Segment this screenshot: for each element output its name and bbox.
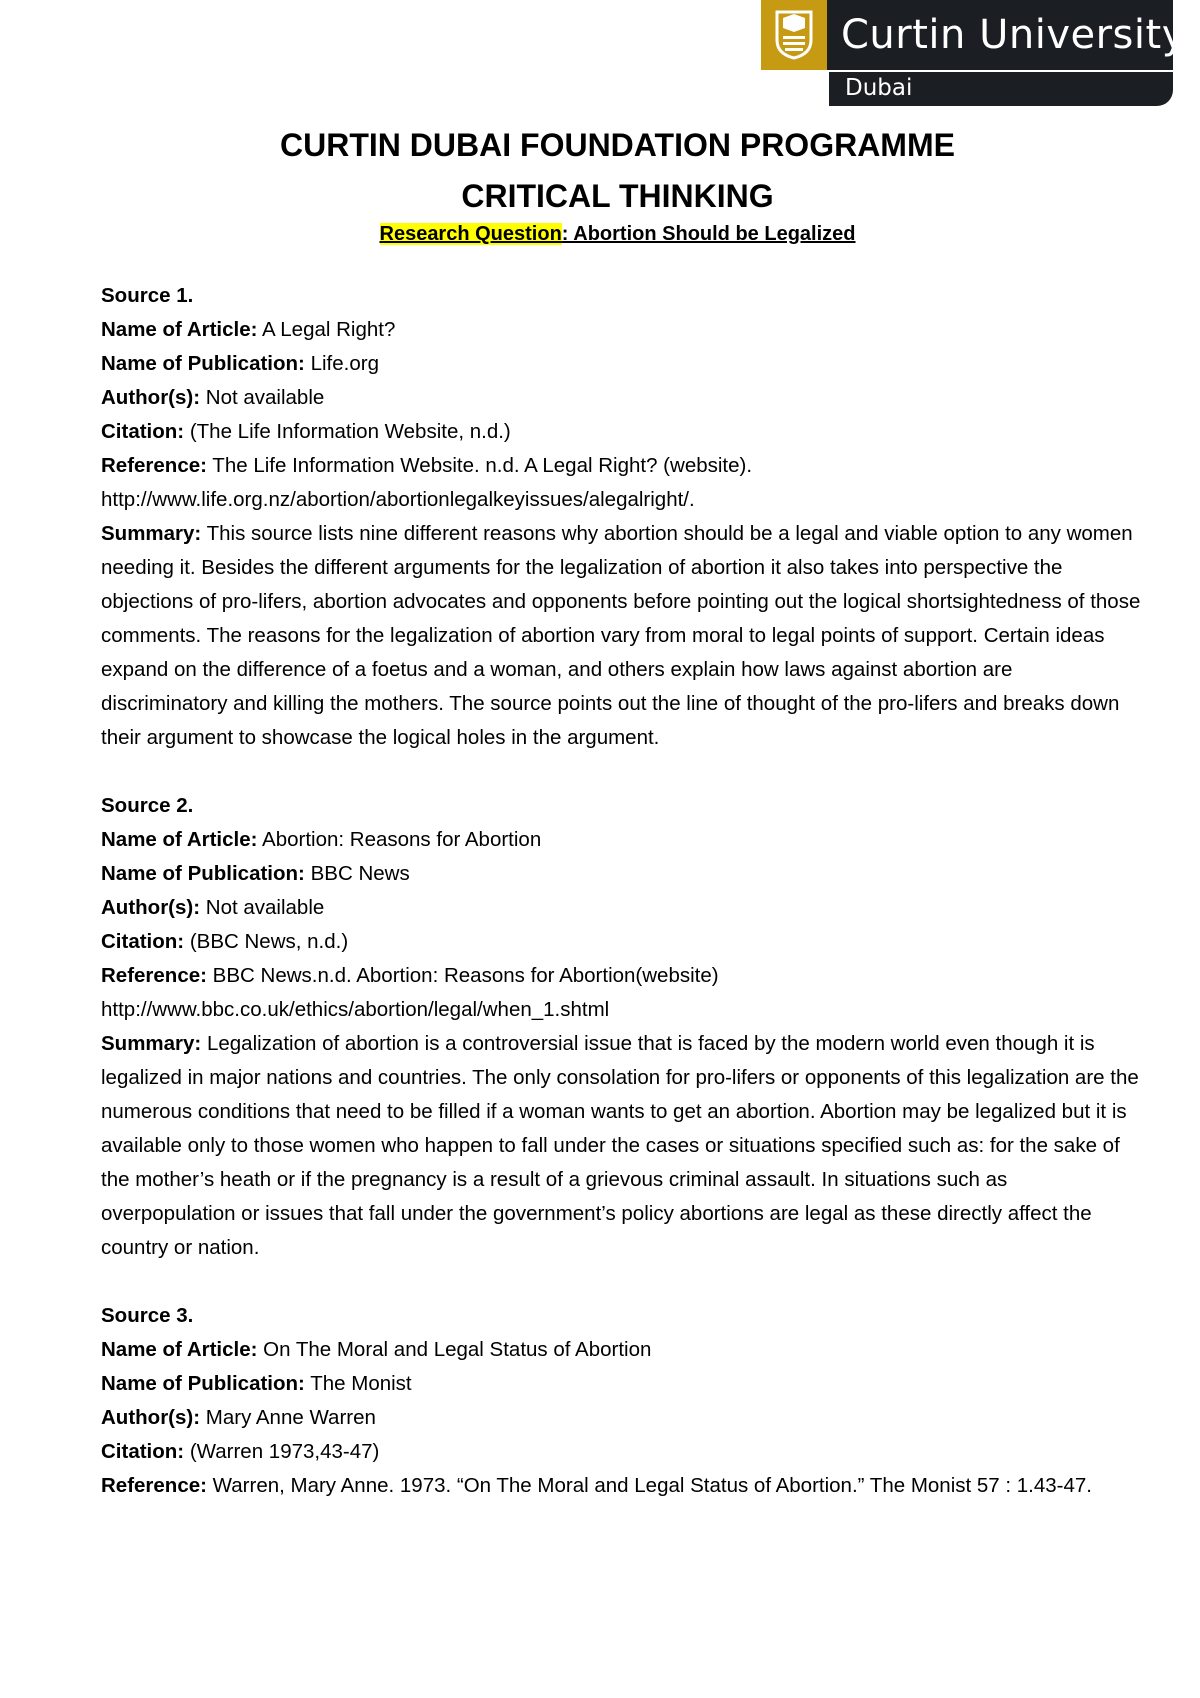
reference-line	[101, 1469, 1141, 1503]
page-subtitle: CRITICAL THINKING	[461, 178, 774, 214]
curtin-logo	[761, 0, 1186, 106]
reference-value: BBC News.n.d. Abortion: Reasons for Abortion(website)	[212, 964, 719, 987]
research-question-text: : Abortion Should be Legalized	[561, 223, 856, 245]
spacer	[101, 755, 1141, 789]
publication-value: BBC News	[310, 862, 410, 885]
publication-label: Name of Publication:	[101, 1372, 305, 1395]
reference-label: Reference:	[101, 1474, 207, 1497]
authors-label: Author(s):	[101, 386, 201, 409]
article-line	[101, 823, 1141, 857]
crest-icon	[775, 10, 813, 60]
citation-line	[101, 415, 1141, 449]
publication-line	[101, 857, 1141, 891]
logo-campus-name: Dubai	[845, 75, 913, 101]
reference-url[interactable]: http://www.life.org.nz/abortion/abortionlegalkeyissues/alegalright/.	[101, 488, 695, 511]
article-value: Abortion: Reasons for Abortion	[262, 828, 542, 851]
citation-value: (BBC News, n.d.)	[189, 930, 349, 953]
source-entry	[101, 279, 1141, 755]
reference-line	[101, 449, 1141, 483]
publication-value: The Monist	[310, 1372, 412, 1395]
sources-list	[101, 279, 1141, 1503]
source-entry	[101, 789, 1141, 1265]
summary-paragraph	[101, 1027, 1141, 1265]
citation-label: Citation:	[101, 420, 185, 443]
reference-label: Reference:	[101, 454, 207, 477]
publication-value: Life.org	[310, 352, 379, 375]
article-line	[101, 1333, 1141, 1367]
publication-label: Name of Publication:	[101, 352, 305, 375]
article-label: Name of Article:	[101, 318, 258, 341]
summary-label: Summary:	[101, 522, 202, 545]
citation-value: (Warren 1973,43-47)	[189, 1440, 380, 1463]
research-question	[0, 223, 1200, 246]
authors-value: Not available	[205, 386, 325, 409]
article-label: Name of Article:	[101, 1338, 258, 1361]
reference-label: Reference:	[101, 964, 207, 987]
reference-value: Warren, Mary Anne. 1973. “On The Moral and Legal Status of Abortion.” The Monist 57 : 1.43-47.	[212, 1474, 1092, 1497]
authors-value: Mary Anne Warren	[205, 1406, 376, 1429]
citation-line	[101, 925, 1141, 959]
authors-label: Author(s):	[101, 1406, 201, 1429]
citation-value: (The Life Information Website, n.d.)	[189, 420, 511, 443]
source-heading: Source 3.	[101, 1304, 194, 1327]
research-question-label: Research Question	[379, 223, 562, 245]
reference-line	[101, 959, 1141, 993]
citation-label: Citation:	[101, 930, 185, 953]
publication-line	[101, 1367, 1141, 1401]
article-line	[101, 313, 1141, 347]
authors-line	[101, 1401, 1141, 1435]
summary-text: Legalization of abortion is a controversial issue that is faced by the modern world even though it is legalized in major nations and countries. The only consolation for pro-lifers or opponents of this legalization are the numerous conditions that need to be filled if a woman wants to get an abortion. Abortion may be legalized but it is available only to those women who happen to fall under the cases or situations specified such as: for the sake of the mother’s heath or if the pregnancy is a result of a grievous criminal assault. In situations such as overpopulation or issues that fall under the government’s policy abortions are legal as these directly affect the country or nation.	[101, 1032, 1139, 1259]
authors-label: Author(s):	[101, 896, 201, 919]
article-value: A Legal Right?	[262, 318, 396, 341]
source-entry	[101, 1299, 1141, 1503]
spacer	[101, 1265, 1141, 1299]
source-heading: Source 1.	[101, 284, 194, 307]
summary-text: This source lists nine different reasons why abortion should be a legal and viable option to any women needing it. Besides the different arguments for the legalization of abortion it also takes into perspective the objections of pro-lifers, abortion advocates and opponents before pointing out the logical shortsightedness of those comments. The reasons for the legalization of abortion vary from moral to legal points of support. Certain ideas expand on the difference of a foetus and a woman, and others explain how laws against abortion are discriminatory and killing the mothers. The source points out the line of thought of the pro-lifers and breaks down their argument to showcase the logical holes in the argument.	[101, 522, 1141, 749]
publication-line	[101, 347, 1141, 381]
reference-url[interactable]: http://www.bbc.co.uk/ethics/abortion/legal/when_1.shtml	[101, 998, 610, 1021]
article-label: Name of Article:	[101, 828, 258, 851]
page-title: CURTIN DUBAI FOUNDATION PROGRAMME	[280, 127, 955, 163]
reference-value: The Life Information Website. n.d. A Legal Right? (website).	[212, 454, 753, 477]
citation-line	[101, 1435, 1141, 1469]
logo-university-name: Curtin University	[841, 12, 1186, 58]
summary-label: Summary:	[101, 1032, 202, 1055]
authors-line	[101, 381, 1141, 415]
source-heading: Source 2.	[101, 794, 194, 817]
summary-paragraph	[101, 517, 1141, 755]
citation-label: Citation:	[101, 1440, 185, 1463]
authors-value: Not available	[205, 896, 325, 919]
authors-line	[101, 891, 1141, 925]
publication-label: Name of Publication:	[101, 862, 305, 885]
article-value: On The Moral and Legal Status of Abortion	[263, 1338, 652, 1361]
